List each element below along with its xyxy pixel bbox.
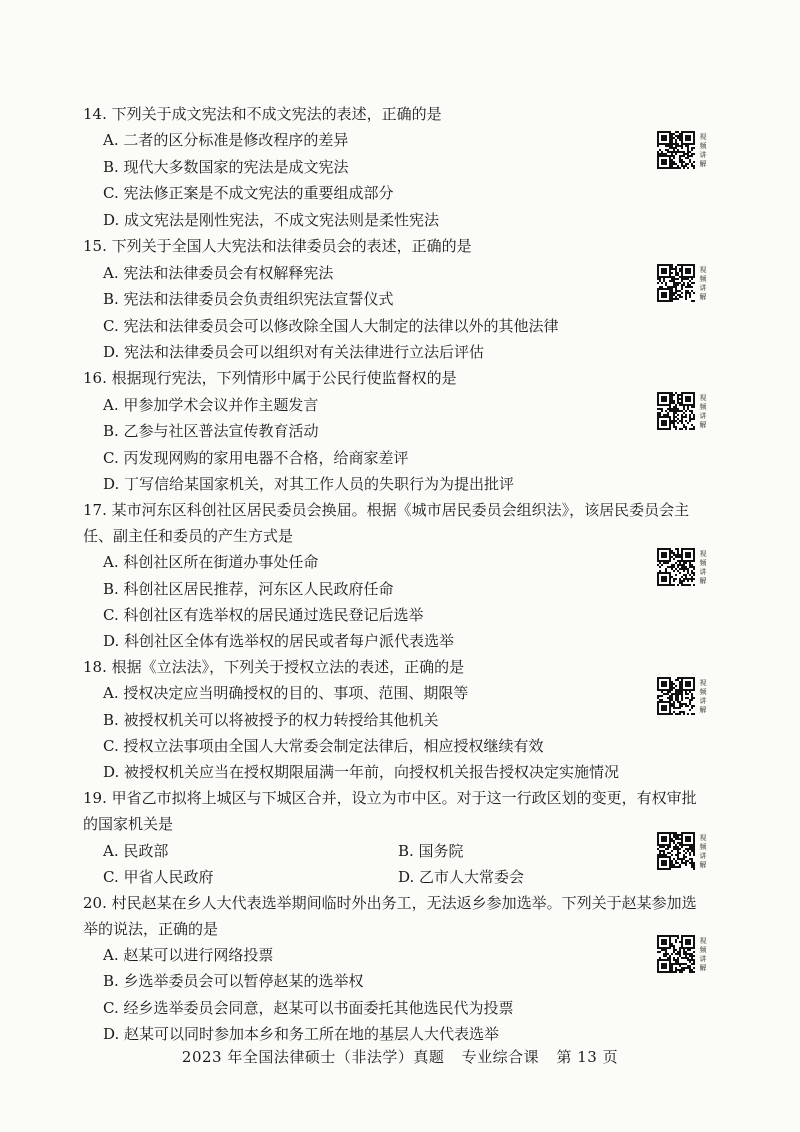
footer-page-number: 第 13 页 (556, 1048, 619, 1066)
qr-caption-char: 视 (699, 937, 707, 945)
qr-caption-char: 解 (699, 160, 707, 168)
qr-caption-char: 讲 (699, 284, 707, 292)
qr-caption-char: 解 (699, 706, 707, 714)
qr-code-icon (657, 832, 711, 870)
video-qr-code[interactable] (657, 832, 711, 870)
option-d: D. 成文宪法是刚性宪法，不成文宪法则是柔性宪法 (103, 211, 440, 229)
video-qr-code[interactable] (657, 392, 711, 430)
qr-code-icon (657, 548, 711, 586)
qr-caption-char: 频 (699, 275, 707, 283)
qr-code-icon (657, 131, 711, 169)
qr-caption-char: 讲 (699, 151, 707, 159)
qr-caption-char: 解 (699, 577, 707, 585)
option-b: B. 现代大多数国家的宪法是成文宪法 (103, 158, 349, 176)
option-c: C. 经乡选举委员会同意，赵某可以书面委托其他选民代为投票 (103, 999, 514, 1017)
question-stem-continued: 的国家机关是 (83, 815, 174, 833)
option-d: D. 科创社区全体有选举权的居民或者每户派代表选举 (103, 632, 455, 650)
qr-caption-char: 频 (699, 843, 707, 851)
question-stem: 16. 根据现行宪法，下列情形中属于公民行使监督权的是 (83, 369, 457, 387)
option-d: D. 赵某可以同时参加本乡和务工所在地的基层人大代表选举 (103, 1025, 500, 1043)
qr-caption-char: 讲 (699, 852, 707, 860)
footer-subject: 专业综合课 (461, 1048, 540, 1066)
qr-caption-char: 讲 (699, 412, 707, 420)
qr-caption-char: 讲 (699, 697, 707, 705)
video-qr-code[interactable] (657, 935, 711, 973)
qr-caption-char: 频 (699, 142, 707, 150)
qr-caption-char: 解 (699, 293, 707, 301)
qr-caption-char: 解 (699, 964, 707, 972)
option-c: C. 甲省人民政府 (103, 868, 214, 886)
question-stem: 15. 下列关于全国人大宪法和法律委员会的表述，正确的是 (83, 237, 472, 255)
option-c: C. 宪法修正案是不成文宪法的重要组成部分 (103, 184, 394, 202)
qr-caption-char: 讲 (699, 568, 707, 576)
option-a: A. 民政部 (103, 842, 169, 860)
option-b: B. 国务院 (398, 842, 464, 860)
option-c: C. 授权立法事项由全国人大常委会制定法律后，相应授权继续有效 (103, 737, 544, 755)
option-d: D. 被授权机关应当在授权期限届满一年前，向授权机关报告授权决定实施情况 (103, 763, 620, 781)
option-c: C. 科创社区有选举权的居民通过选民登记后选举 (103, 606, 424, 624)
video-qr-code[interactable] (657, 548, 711, 586)
option-c: C. 丙发现网购的家用电器不合格，给商家差评 (103, 449, 409, 467)
option-a: A. 科创社区所在街道办事处任命 (103, 553, 319, 571)
qr-code-icon (657, 935, 711, 973)
option-b: B. 科创社区居民推荐，河东区人民政府任命 (103, 580, 394, 598)
question-stem-continued: 举的说法，正确的是 (83, 920, 219, 938)
question-stem: 14. 下列关于成文宪法和不成文宪法的表述，正确的是 (83, 105, 442, 123)
qr-caption-char: 视 (699, 266, 707, 274)
option-b: B. 宪法和法律委员会负责组织宪法宣誓仪式 (103, 290, 394, 308)
option-d: D. 丁写信给某国家机关，对其工作人员的失职行为为提出批评 (103, 475, 515, 493)
option-a: A. 授权决定应当明确授权的目的、事项、范围、期限等 (103, 684, 469, 702)
option-a: A. 赵某可以进行网络投票 (103, 946, 274, 964)
qr-code-icon (657, 677, 711, 715)
qr-caption-char: 解 (699, 861, 707, 869)
qr-caption-char: 频 (699, 688, 707, 696)
qr-caption-char: 视 (699, 679, 707, 687)
qr-caption-char: 视 (699, 394, 707, 402)
footer-title: 2023 年全国法律硕士（非法学）真题 (181, 1048, 445, 1066)
qr-caption-char: 频 (699, 403, 707, 411)
option-a: A. 甲参加学术会议并作主题发言 (103, 396, 319, 414)
option-a: A. 二者的区分标准是修改程序的差异 (103, 131, 349, 149)
video-qr-code[interactable] (657, 131, 711, 169)
qr-caption-char: 讲 (699, 955, 707, 963)
option-d: D. 宪法和法律委员会可以组织对有关法律进行立法后评估 (103, 343, 485, 361)
qr-caption-char: 解 (699, 421, 707, 429)
qr-code-icon (657, 264, 711, 302)
question-stem: 17. 某市河东区科创社区居民委员会换届。根据《城市居民委员会组织法》，该居民委员会主 (83, 501, 690, 519)
video-qr-code[interactable] (657, 677, 711, 715)
question-stem-continued: 任、副主任和委员的产生方式是 (83, 527, 294, 545)
question-stem: 19. 甲省乙市拟将上城区与下城区合并，设立为市中区。对于这一行政区划的变更，有权审批 (83, 789, 697, 807)
option-b: B. 被授权机关可以将被授予的权力转授给其他机关 (103, 711, 439, 729)
qr-caption-char: 频 (699, 946, 707, 954)
option-b: B. 乙参与社区普法宣传教育活动 (103, 422, 319, 440)
option-c: C. 宪法和法律委员会可以修改除全国人大制定的法律以外的其他法律 (103, 317, 559, 335)
qr-code-icon (657, 392, 711, 430)
video-qr-code[interactable] (657, 264, 711, 302)
option-b: B. 乡选举委员会可以暂停赵某的选举权 (103, 972, 364, 990)
page-footer (0, 1046, 800, 1068)
qr-caption-char: 视 (699, 834, 707, 842)
qr-caption-char: 视 (699, 550, 707, 558)
qr-caption-char: 频 (699, 559, 707, 567)
option-d: D. 乙市人大常委会 (398, 868, 525, 886)
question-stem: 20. 村民赵某在乡人大代表选举期间临时外出务工，无法返乡参加选举。下列关于赵某参加选 (83, 894, 697, 912)
question-stem: 18. 根据《立法法》，下列关于授权立法的表述，正确的是 (83, 658, 465, 676)
qr-caption-char: 视 (699, 133, 707, 141)
option-a: A. 宪法和法律委员会有权解释宪法 (103, 264, 334, 282)
